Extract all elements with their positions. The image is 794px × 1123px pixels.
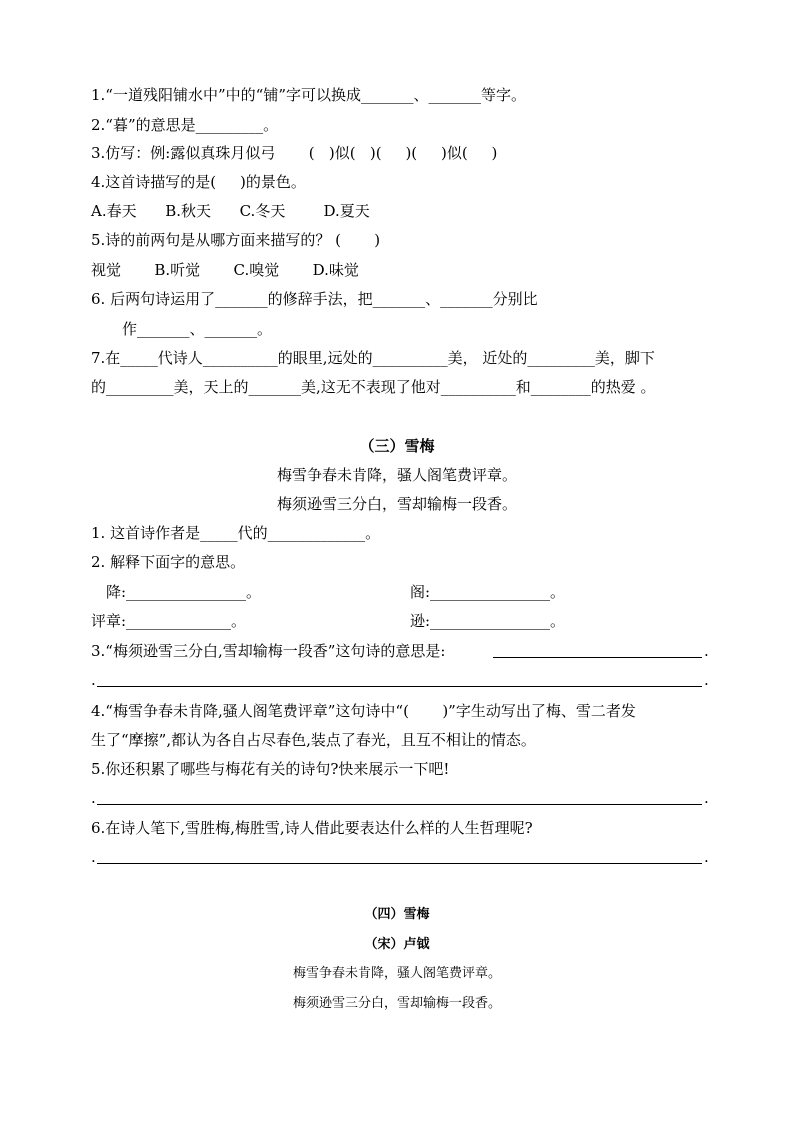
answer-line[interactable] <box>97 863 702 864</box>
s3-question-2-c: 评章:______________。 <box>91 612 247 630</box>
answer-line-end: . <box>704 789 709 807</box>
section-4-poem-line-2: 梅须逊雪三分白，雪却输梅一段香。 <box>292 996 501 1011</box>
question-7-line-2: 的_________美，天上的_______美,这无不表现了他对__________和________的热爱 。 <box>91 378 656 396</box>
question-5-options: 视觉 B.听觉 C.嗅觉 D.味觉 <box>91 261 359 279</box>
answer-line[interactable] <box>493 657 702 658</box>
question-1: 1.“一道残阳铺水中”中的“铺”字可以换成_______、_______等字。 <box>91 86 526 104</box>
answer-line[interactable] <box>97 686 702 687</box>
question-4-options: A.春天 B.秋天 C.冬天 D.夏天 <box>91 202 370 220</box>
question-3: 3.仿写：例:露似真珠月似弓 ( )似( )( )( )似( ) <box>91 144 498 162</box>
section-3-poem-line-1: 梅雪争春未肯降，骚人阁笔费评章。 <box>276 466 517 484</box>
s3-question-2-b: 阁:________________。 <box>410 583 566 601</box>
s3-question-2-a: 降:________________。 <box>106 583 262 601</box>
s3-question-4-line-2: 生了“摩擦”,都认为各自占尽春色,装点了春光，且互不相让的情态。 <box>91 731 536 749</box>
section-4-poem-line-1: 梅雪争春未肯降，骚人阁笔费评章。 <box>292 966 501 981</box>
s3-question-2-d: 逊:________________。 <box>410 612 566 630</box>
answer-line-start: . <box>91 671 96 689</box>
answer-line-start: . <box>91 848 96 866</box>
answer-line-start: . <box>91 789 96 807</box>
question-7-line-1: 7.在_____代诗人__________的眼里,远处的__________美， 近处的_________美，脚下 <box>91 349 655 367</box>
s3-question-3: 3.“梅须逊雪三分白,雪却输梅一段香”这句诗的意思是: <box>91 642 446 660</box>
section-3-poem-line-2: 梅须逊雪三分白，雪却输梅一段香。 <box>276 495 517 513</box>
answer-line[interactable] <box>97 804 702 805</box>
question-6-line-1: 6. 后两句诗运用了_______的修辞手法，把_______、_______分别比 <box>91 290 538 308</box>
section-3-title: （三）雪梅 <box>359 437 435 455</box>
section-4-title: （四）雪梅 <box>364 907 430 922</box>
question-4: 4.这首诗描写的是( )的景色。 <box>91 173 306 191</box>
answer-line-end: . <box>704 671 709 689</box>
answer-line-end: . <box>704 642 709 660</box>
section-4-author: （宋）卢钺 <box>364 937 430 952</box>
s3-question-1: 1. 这首诗作者是_____代的_____________。 <box>91 524 381 542</box>
question-2: 2.“暮”的意思是_________。 <box>91 116 279 134</box>
s3-question-6: 6.在诗人笔下,雪胜梅,梅胜雪,诗人借此要表达什么样的人生哲理呢? <box>91 819 533 837</box>
question-5: 5.诗的前两句是从哪方面来描写的？ ( ) <box>91 231 381 249</box>
answer-line-end: . <box>704 848 709 866</box>
question-6-line-2: 作_______、_______。 <box>122 320 273 338</box>
s3-question-2: 2. 解释下面字的意思。 <box>91 553 246 571</box>
s3-question-5: 5.你还积累了哪些与梅花有关的诗句?快来展示一下吧! <box>91 760 450 778</box>
s3-question-4-line-1: 4.“梅雪争春未肯降,骚人阁笔费评章”这句诗中“( )”字生动写出了梅、雪二者发 <box>91 702 636 720</box>
